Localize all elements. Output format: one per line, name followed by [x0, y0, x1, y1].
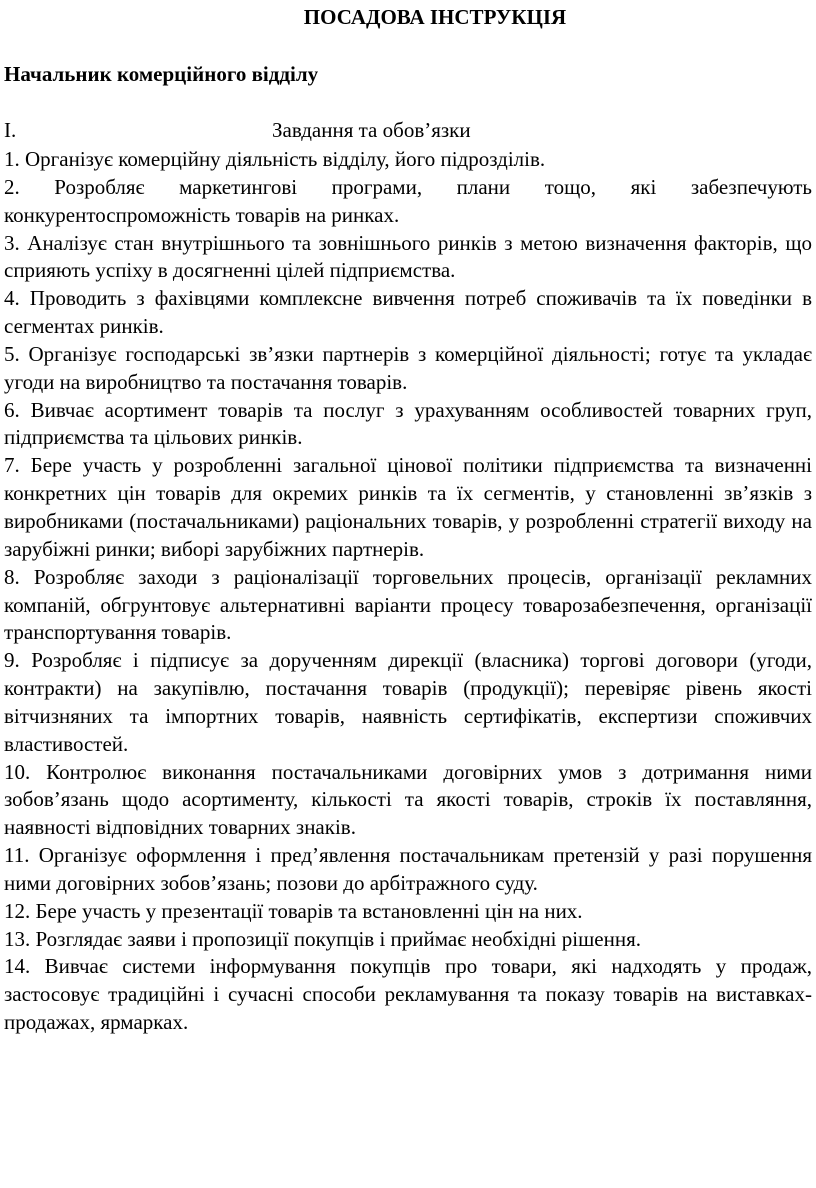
- duties-list: [4, 146, 812, 1037]
- duty-item-5: 5. Організує господарські зв’язки партнерів з комерційної діяльності; готує та укладає угоди на виробництво та постачання товарів.: [4, 341, 812, 394]
- duty-item-1: 1. Організує комерційну діяльність відділу, його підрозділів.: [4, 147, 546, 171]
- document-title: ПОСАДОВА ІНСТРУКЦІЯ: [303, 5, 567, 29]
- duty-item-14: 14. Вивчає системи інформування покупців про товари, які надходять у продаж, застосовує традиційні і сучасні способи рекламування та показу товарів на виставках-продажах, ярмарках.: [4, 954, 812, 1035]
- duty-item-2: 2. Розробляє маркетингові програми, плани тощо, які забезпечують конкурентоспроможність товарів на ринках.: [4, 174, 812, 227]
- duty-item-13: 13. Розглядає заяви і пропозиції покупців і приймає необхідні рішення.: [4, 926, 641, 951]
- duty-item-9: 9. Розробляє і підписує за дорученням дирекції (власника) торгові договори (угоди, контракти) на закупівлю, постачання товарів (продукції); перевіряє рівень якості вітчизняних та імпортних товарів, наявність сертифікатів, експертизи споживчих властивостей.: [4, 648, 812, 756]
- duty-item-11: 11. Організує оформлення і пред’явлення постачальникам претензій у разі порушення ними договірних зобов’язань; позови до арбітражного суду.: [4, 843, 812, 895]
- section-heading: Завдання та обов’язки: [272, 118, 471, 142]
- duty-item-12: 12. Бере участь у презентації товарів та встановленні цін на них.: [4, 898, 583, 923]
- document-subtitle: Начальник комерційного відділу: [4, 62, 319, 86]
- section-number: I.: [4, 118, 17, 142]
- duty-item-10: 10. Контролює виконання постачальниками договірних умов з дотримання ними зобов’язань щодо асортименту, кількості та якості товарів, строків їх поставляння, наявності відповідних товарних знаків.: [4, 759, 812, 840]
- duty-item-4: 4. Проводить з фахівцями комплексне вивчення потреб споживачів та їх поведінки в сегментах ринків.: [4, 286, 812, 339]
- duty-item-3: 3. Аналізує стан внутрішнього та зовнішнього ринків з метою визначення факторів, що сприяють успіху в досягненні цілей підприємства.: [4, 230, 812, 283]
- duty-item-7: 7. Бере участь у розробленні загальної цінової політики підприємства та визначенні конкретних цін товарів для окремих ринків та їх сегментів, у становленні зв’язків з виробниками (постачальниками) раціональних товарів, у розробленні стратегії виходу на зарубіжні ринки; виборі зарубіжних партнерів.: [4, 453, 812, 561]
- duty-item-6: 6. Вивчає асортимент товарів та послуг з урахуванням особливостей товарних груп, підприємства та цільових ринків.: [4, 397, 812, 450]
- duty-item-8: 8. Розробляє заходи з раціоналізації торговельних процесів, організації рекламних компаній, обгрунтовує альтернативні варіанти процесу товарозабезпечення, організації транспортування товарів.: [4, 564, 812, 645]
